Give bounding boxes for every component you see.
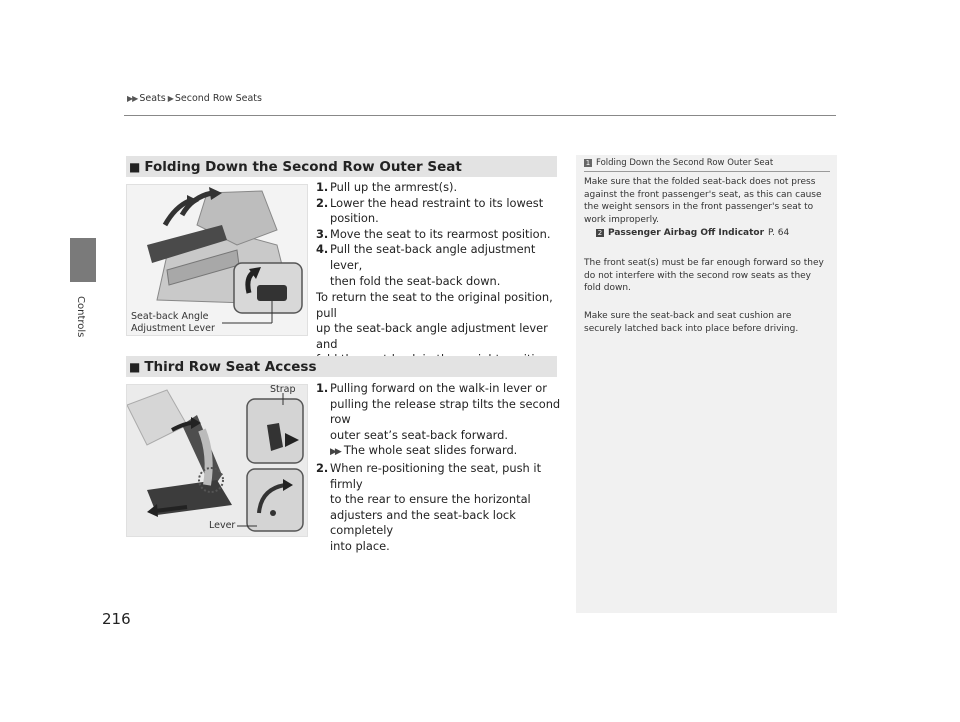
- arrow-icon: ▶: [167, 94, 173, 103]
- sidebar-paragraph-3: Make sure the seat-back and seat cushion are securely latched back into place before driving.: [584, 311, 799, 334]
- paragraph-return-seat: To return the seat to the original position, pull up the seat-back angle adjustment lever and: [316, 290, 553, 351]
- callout-seat-back-lever: Seat-back Angle Adjustment Lever: [131, 311, 215, 334]
- square-bullet-icon: ■: [129, 359, 141, 374]
- breadcrumb-item-second-row-seats[interactable]: Second Row Seats: [174, 93, 262, 104]
- callout-strap: Strap: [270, 384, 296, 395]
- chapter-tab: [70, 238, 96, 282]
- double-arrow-icon: ▶▶: [127, 94, 138, 103]
- chapter-label[interactable]: Controls: [75, 296, 86, 338]
- page-number: 216: [102, 610, 131, 628]
- walk-in-illustration: [127, 385, 307, 536]
- sidebar-paragraph-2: The front seat(s) must be far enough forward so they do not interfere with the second row seats as they fold down.: [584, 258, 824, 294]
- steps-third-row: [316, 381, 561, 555]
- step-item: 4. Pull the seat-back angle adjustment lever, then fold the seat-back down.: [316, 242, 536, 288]
- step-item: 2. Lower the head restraint to its lowest position.: [316, 195, 544, 226]
- step-item: 1. Pull up the armrest(s).: [316, 180, 458, 194]
- section-heading-third-row: [126, 356, 557, 377]
- step-item: 2. When re-positioning the seat, push it firmly to the rear to ensure the horizontal adjusters and the seat-back lock completely into place.: [316, 460, 542, 553]
- sidebar-rule: [584, 171, 830, 172]
- section-title: Folding Down the Second Row Outer Seat: [144, 158, 462, 175]
- callout-lever: Lever: [209, 520, 236, 531]
- note-marker-icon: 1: [585, 159, 591, 167]
- square-bullet-icon: ■: [129, 159, 141, 174]
- figure-third-row-access: [126, 384, 308, 537]
- section-title: Third Row Seat Access: [144, 358, 317, 375]
- result-arrow-icon: ▶▶: [330, 447, 340, 458]
- breadcrumb: [127, 93, 262, 104]
- sidebar-paragraph-1: Make sure that the folded seat-back does not press against the front passenger's seat, as this can cause the weight sensors in the front passenger's seat to work improperly.: [584, 177, 822, 225]
- sidebar-title: 1 Folding Down the Second Row Outer Seat: [585, 158, 774, 168]
- reference-icon: 2: [597, 229, 603, 237]
- header-rule: [124, 115, 836, 116]
- step-item: 3. Move the seat to its rearmost position.: [316, 226, 551, 241]
- cross-reference-link[interactable]: 2 Passenger Airbag Off Indicator P. 64: [597, 228, 790, 238]
- breadcrumb-item-seats[interactable]: Seats: [139, 93, 166, 104]
- section-heading-folding: [126, 156, 557, 177]
- steps-folding: [316, 180, 556, 289]
- step-item: 1. Pulling forward on the walk-in lever or pulling the release strap tilts the second row outer seat’s seat-back forward. ▶▶ The whole seat slides forward.: [316, 381, 561, 458]
